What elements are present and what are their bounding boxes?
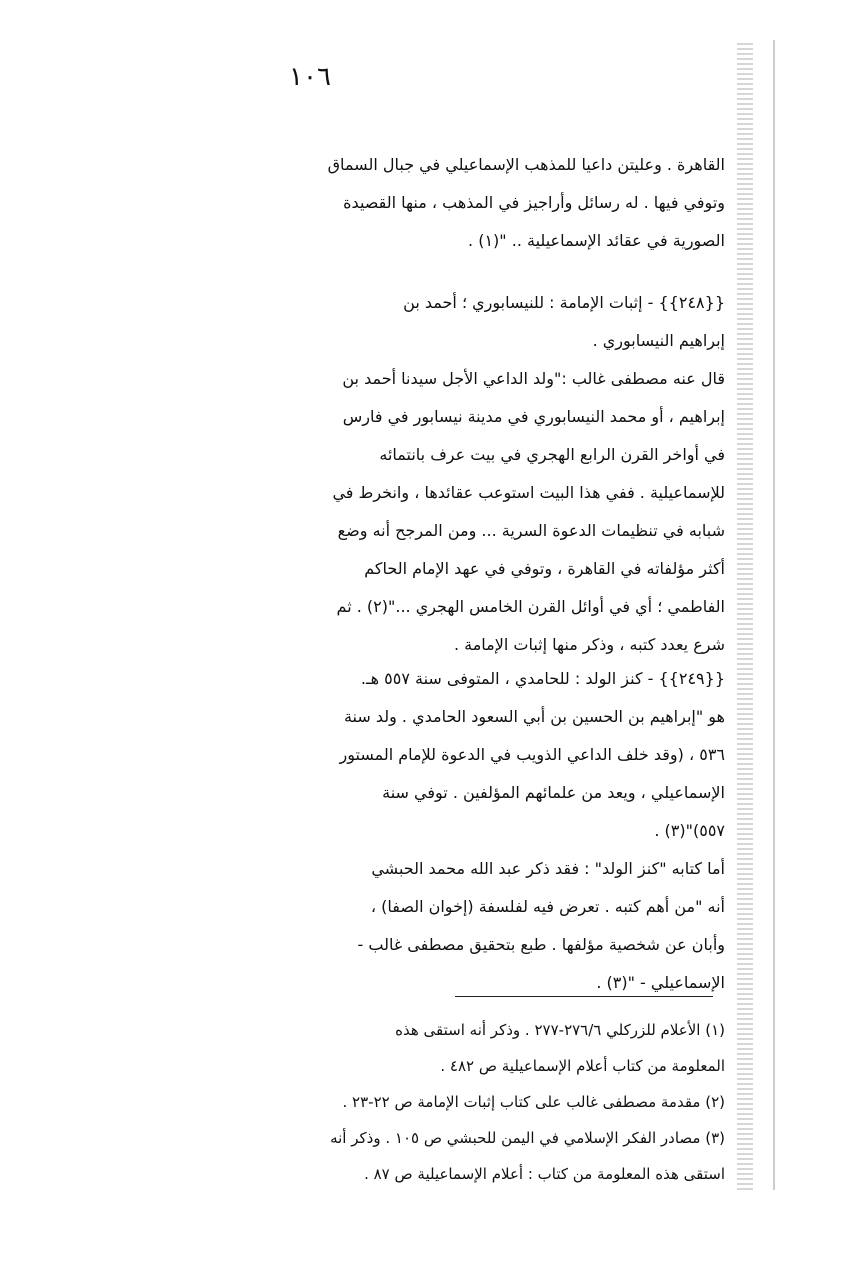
text-line: الفاطمي ؛ أي في أوائل القرن الخامس الهجري ..."(٢) . ثم [336, 597, 725, 616]
text-line: أنه "من أهم كتبه . تعرض فيه لفلسفة (إخوان الصفا) ، [370, 897, 725, 916]
footnote-line: استقى هذه المعلومة من كتاب : أعلام الإسماعيلية ص ٨٧ . [364, 1165, 725, 1183]
text-line: الإسماعيلي ، ويعد من علمائهم المؤلفين . توفي سنة [382, 783, 725, 802]
text-line: الإسماعيلي - "(٣) . [596, 973, 725, 992]
text-line: شرع يعدد كتبه ، وذكر منها إثبات الإمامة . [453, 635, 725, 654]
text-line: إبراهيم النيسابوري . [592, 331, 725, 350]
scan-edge-line [773, 40, 775, 1190]
text-line: للإسماعيلية . ففي هذا البيت استوعب عقائدها ، وانخرط في [332, 483, 725, 502]
text-line: القاهرة . وعليتن داعيا للمذهب الإسماعيلي في جبال السماق [327, 155, 725, 174]
text-line: إبراهيم ، أو محمد النيسابوري في مدينة نيسابور في فارس [342, 407, 725, 426]
paragraph-3 [150, 660, 725, 1002]
footnote-line: (٢) مقدمة مصطفى غالب على كتاب إثبات الإمامة ص ٢٢-٢٣ . [342, 1093, 725, 1111]
footnote-line: المعلومة من كتاب أعلام الإسماعيلية ص ٤٨٢ . [440, 1057, 725, 1075]
text-line: شبابه في تنظيمات الدعوة السرية ... ومن المرجح أنه وضع [337, 521, 725, 540]
text-line: أكثر مؤلفاته في القاهرة ، وتوفي في عهد الإمام الحاكم [364, 559, 725, 578]
scan-edge-artifact [737, 40, 753, 1190]
text-line: وأبان عن شخصية مؤلفها . طبع بتحقيق مصطفى غالب - [357, 935, 725, 954]
text-line: وتوفي فيها . له رسائل وأراجيز في المذهب ، منها القصيدة [343, 193, 725, 212]
paragraph-1 [150, 146, 725, 260]
page-number: ١٠٦ [289, 62, 331, 92]
text-line: قال عنه مصطفى غالب :"ولد الداعي الأجل سيدنا أحمد بن [342, 369, 725, 388]
footnote-line: (٣) مصادر الفكر الإسلامي في اليمن للحبشي ص ١٠٥ . وذكر أنه [330, 1129, 725, 1147]
footnote-divider [455, 996, 713, 997]
text-line: أما كتابه "كنز الولد" : فقد ذكر عبد الله محمد الحبشي [371, 859, 725, 878]
entry-heading-248: {{٢٤٨}} - إثبات الإمامة : للنيسابوري ؛ أحمد بن [403, 293, 725, 312]
text-line: الصورية في عقائد الإسماعيلية .. "(١) . [468, 231, 725, 250]
text-line: هو "إبراهيم بن الحسين بن أبي السعود الحامدي . ولد سنة [343, 707, 725, 726]
footnotes [150, 1012, 725, 1192]
text-line: ٥٣٦ ، (وقد خلف الداعي الذويب في الدعوة للإمام المستور [339, 745, 725, 764]
footnote-line: (١) الأعلام للزركلي ٢٧٦/٦-٢٧٧ . وذكر أنه استقى هذه [395, 1021, 725, 1039]
text-line: ٥٥٧)"(٣) . [654, 821, 725, 840]
paragraph-2 [150, 284, 725, 664]
text-line: في أواخر القرن الرابع الهجري في بيت عرف بانتمائه [379, 445, 725, 464]
entry-heading-249: {{٢٤٩}} - كنز الولد : للحامدي ، المتوفى سنة ٥٥٧ هـ. [360, 669, 725, 688]
